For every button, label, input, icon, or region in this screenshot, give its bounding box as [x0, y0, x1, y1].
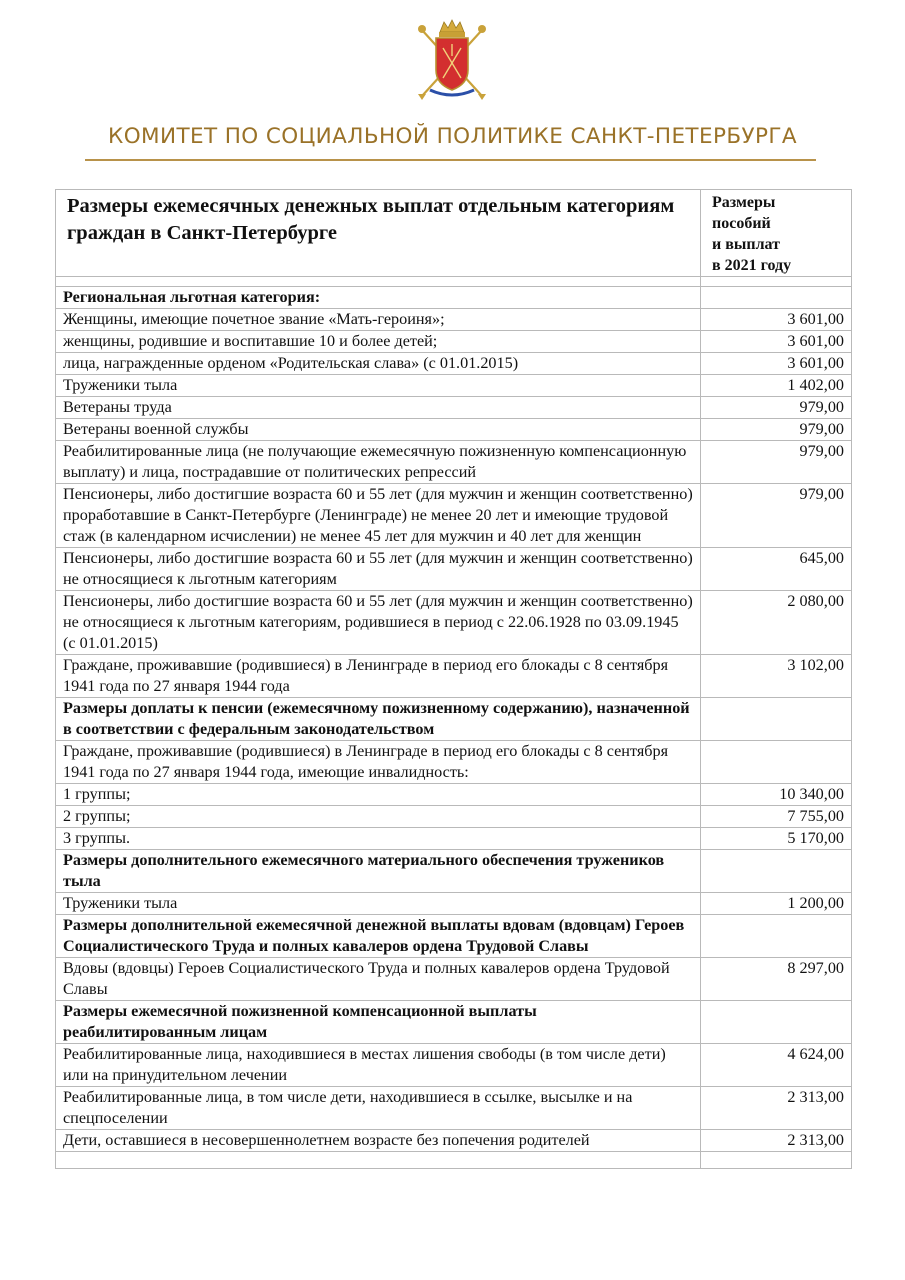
table-row	[56, 655, 852, 698]
coat-of-arms-icon	[414, 18, 490, 102]
table-row	[56, 397, 852, 419]
payment-amount: 8 297,00	[701, 958, 852, 1001]
table-row	[56, 548, 852, 591]
category-label: Ветераны военной службы	[56, 419, 701, 441]
column-header-line: и выплат	[712, 236, 780, 253]
section-title: Размеры ежемесячной пожизненной компенсационной выплаты реабилитированным лицам	[56, 1001, 701, 1044]
payments-table	[55, 189, 852, 1169]
table-row	[56, 1087, 852, 1130]
payment-amount: 1 200,00	[701, 893, 852, 915]
category-label: Реабилитированные лица (не получающие ежемесячную пожизненную компенсационную выплату) и лица, пострадавшие от политических репрессий	[56, 441, 701, 484]
column-header-line: Размеры	[712, 194, 776, 211]
category-label: Вдовы (вдовцы) Героев Социалистического Труда и полных кавалеров ордена Трудовой Славы	[56, 958, 701, 1001]
category-label: Труженики тыла	[56, 375, 701, 397]
payment-amount: 2 080,00	[701, 591, 852, 655]
category-label: Пенсионеры, либо достигшие возраста 60 и 55 лет (для мужчин и женщин соответственно) не относящиеся к льготным категориям, родившиеся в период с 22.06.1928 по 03.09.1945 (с 01.01.2015)	[56, 591, 701, 655]
spacer-cell	[701, 277, 852, 287]
table-row	[56, 484, 852, 548]
section-title: Региональная льготная категория:	[56, 287, 701, 309]
category-label: 2 группы;	[56, 806, 701, 828]
payment-amount	[701, 698, 852, 741]
payment-amount	[701, 1001, 852, 1044]
category-label: женщины, родившие и воспитавшие 10 и более детей;	[56, 331, 701, 353]
title-underline	[85, 159, 816, 161]
table-row	[56, 353, 852, 375]
table-row	[56, 1130, 852, 1152]
section-header-row	[56, 850, 852, 893]
category-label: Граждане, проживавшие (родившиеся) в Ленинграде в период его блокады с 8 сентября 1941 года по 27 января 1944 года, имеющие инвалидность:	[56, 741, 701, 784]
payment-amount: 645,00	[701, 548, 852, 591]
section-header-row	[56, 915, 852, 958]
payment-amount	[701, 287, 852, 309]
section-title: Размеры дополнительного ежемесячного материального обеспечения тружеников тыла	[56, 850, 701, 893]
table-row	[56, 1044, 852, 1087]
payment-amount: 3 102,00	[701, 655, 852, 698]
blank-row	[56, 1152, 852, 1169]
table-header-row	[56, 190, 852, 277]
category-label: Реабилитированные лица, в том числе дети, находившиеся в ссылке, высылке и на спецпоселении	[56, 1087, 701, 1130]
table-title-cell	[56, 190, 701, 277]
organization-title: КОМИТЕТ ПО СОЦИАЛЬНОЙ ПОЛИТИКЕ САНКТ-ПЕТЕРБУРГА	[108, 124, 797, 149]
category-label: Реабилитированные лица, находившиеся в местах лишения свободы (в том числе дети) или на принудительном лечении	[56, 1044, 701, 1087]
payment-amount: 2 313,00	[701, 1087, 852, 1130]
table-row	[56, 591, 852, 655]
payment-amount	[701, 915, 852, 958]
section-header-row	[56, 287, 852, 309]
spacer-cell	[56, 277, 701, 287]
column-header-cell	[701, 190, 852, 277]
spacer-row	[56, 277, 852, 287]
payment-amount: 2 313,00	[701, 1130, 852, 1152]
table-row	[56, 893, 852, 915]
section-title: Размеры дополнительной ежемесячной денежной выплаты вдовам (вдовцам) Героев Социалистического Труда и полных кавалеров ордена Трудовой Славы	[56, 915, 701, 958]
payment-amount: 1 402,00	[701, 375, 852, 397]
category-label: Труженики тыла	[56, 893, 701, 915]
payment-amount: 3 601,00	[701, 353, 852, 375]
category-label: лица, награжденные орденом «Родительская слава» (с 01.01.2015)	[56, 353, 701, 375]
category-label: 1 группы;	[56, 784, 701, 806]
payment-amount: 979,00	[701, 484, 852, 548]
table-row	[56, 441, 852, 484]
table-row	[56, 419, 852, 441]
payment-amount: 4 624,00	[701, 1044, 852, 1087]
category-label	[56, 1152, 701, 1169]
table-row	[56, 375, 852, 397]
category-label: Пенсионеры, либо достигшие возраста 60 и 55 лет (для мужчин и женщин соответственно) проработавшие в Санкт-Петербурге (Ленинграде) не менее 20 лет и имеющие трудовой стаж (в календарном исчислении) не менее 45 лет для мужчин и 40 лет для женщин	[56, 484, 701, 548]
payment-amount: 979,00	[701, 441, 852, 484]
payment-amount	[701, 1152, 852, 1169]
table-row	[56, 784, 852, 806]
category-label: Граждане, проживавшие (родившиеся) в Ленинграде в период его блокады с 8 сентября 1941 года по 27 января 1944 года	[56, 655, 701, 698]
payment-amount: 3 601,00	[701, 331, 852, 353]
payment-amount: 10 340,00	[701, 784, 852, 806]
table-row	[56, 741, 852, 784]
column-header-line: пособий	[712, 215, 771, 232]
column-header-line: в 2021 году	[712, 257, 792, 274]
table-row	[56, 806, 852, 828]
table-row	[56, 958, 852, 1001]
table-row	[56, 309, 852, 331]
section-header-row	[56, 1001, 852, 1044]
payment-amount: 979,00	[701, 397, 852, 419]
payment-amount: 979,00	[701, 419, 852, 441]
category-label: 3 группы.	[56, 828, 701, 850]
category-label: Ветераны труда	[56, 397, 701, 419]
category-label: Женщины, имеющие почетное звание «Мать-героиня»;	[56, 309, 701, 331]
payment-amount: 7 755,00	[701, 806, 852, 828]
payment-amount	[701, 850, 852, 893]
table-title: Размеры ежемесячных денежных выплат отдельным категориям граждан в Санкт-Петербурге	[67, 195, 675, 244]
payment-amount: 3 601,00	[701, 309, 852, 331]
table-row	[56, 331, 852, 353]
payment-amount	[701, 741, 852, 784]
column-header	[708, 190, 844, 276]
category-label: Пенсионеры, либо достигшие возраста 60 и 55 лет (для мужчин и женщин соответственно) не относящиеся к льготным категориям	[56, 548, 701, 591]
category-label: Дети, оставшиеся в несовершеннолетнем возрасте без попечения родителей	[56, 1130, 701, 1152]
section-title: Размеры доплаты к пенсии (ежемесячному пожизненному содержанию), назначенной в соответствии с федеральным законодательством	[56, 698, 701, 741]
section-header-row	[56, 698, 852, 741]
payment-amount: 5 170,00	[701, 828, 852, 850]
table-row	[56, 828, 852, 850]
